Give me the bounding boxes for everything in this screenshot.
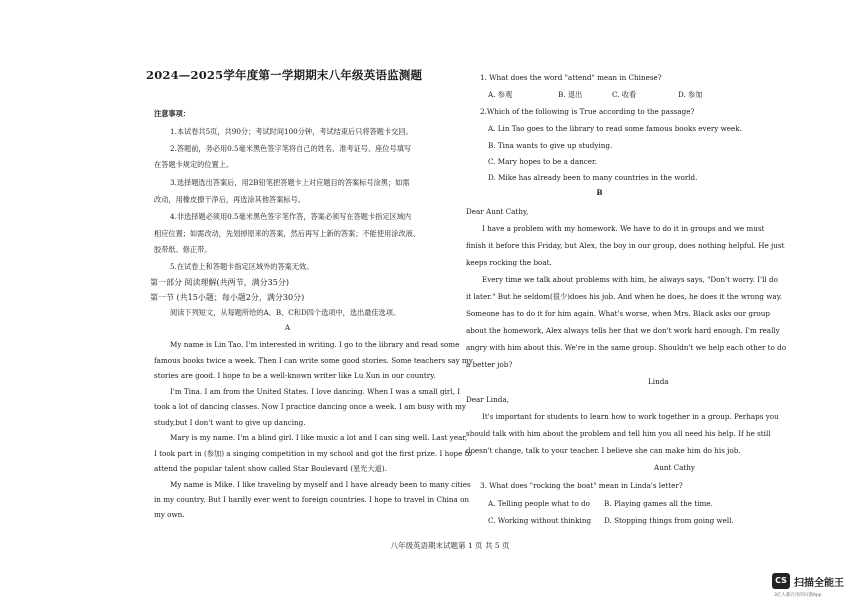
exam-title: 2024—2025学年度第一学期期末八年级英语监测题: [146, 68, 423, 82]
letter2-line: doesn't change, talk to your teacher. I believe she can make him do his job.: [466, 446, 741, 455]
passage-a-line: I took part in (参加) a singing competition in my school and got the first prize. I hope to: [154, 449, 472, 458]
letter1-line: finish it before this Friday, but Alex, the boy in our group, does nothing helpful. He just: [466, 241, 785, 250]
q3-option-a: A. Telling people what to do: [488, 499, 590, 508]
letter1-greeting: Dear Aunt Cathy,: [466, 207, 529, 216]
letter1-line: I have a problem with my homework. We have to do it in groups and we must: [482, 224, 765, 233]
notice-line: 改动，用橡皮擦干净后，再选涂其他答案标号。: [154, 195, 305, 204]
question-2: 2.Which of the following is True according to the passage?: [480, 107, 695, 116]
q1-option-b: B. 退出: [558, 90, 583, 99]
notice-line: 4.非选择题必须用0.5毫米黑色签字笔作答，答案必须写在答题卡指定区域内: [170, 212, 412, 221]
notice-line: 1.本试卷共5页，共90分；考试时间100分钟，考试结束后只将答题卡交回。: [170, 127, 413, 136]
q1-option-d: D. 参加: [678, 90, 703, 99]
scanner-app-name: 扫描全能王: [794, 578, 844, 589]
letter1-line: about the homework, Alex always tells her that we don't work hard enough. I'm really: [466, 326, 780, 335]
passage-a-line: study,but I don't want to give up dancing.: [154, 418, 306, 427]
q1-option-c: C. 收看: [612, 90, 637, 99]
letter2-signature: Aunt Cathy: [654, 463, 695, 472]
notice-heading: 注意事项：: [154, 109, 190, 118]
notice-line: 相应位置；如需改动，先划掉原来的答案，然后再写上新的答案；不能使用涂改液、: [154, 229, 420, 238]
notice-line: 3.选择题选出答案后，用2B铅笔把答题卡上对应题目的答案标号涂黑；如需: [170, 178, 410, 187]
question-3: 3. What does "rocking the boat" mean in Linda's letter?: [480, 481, 683, 490]
q3-option-d: D. Stopping things from going well.: [604, 516, 734, 525]
letter1-signature: Linda: [648, 377, 669, 386]
passage-a-line: Mary is my name. I'm a blind girl. I like music a lot and I can sing well. Last year,: [170, 433, 468, 442]
q1-option-a: A. 参观: [488, 90, 513, 99]
passage-a-line: in my country. But I hardly ever went to foreign countries. I hope to travel in China on: [154, 495, 470, 504]
question-1: 1. What does the word "attend" mean in Chinese?: [480, 73, 662, 82]
passage-a-line: I'm Tina. I am from the United States. I love dancing. When I was a small girl, I: [170, 387, 461, 396]
notice-line: 2.答题前，务必用0.5毫米黑色签字笔将自己的姓名、准考证号、座位号填写: [170, 144, 412, 153]
page-footer: 八年级英语期末试题第 1 页 共 5 页: [390, 541, 510, 550]
letter1-line: keeps rocking the boat.: [466, 258, 552, 267]
instruction: 阅读下列短文，从每题所给的A、B、C和D四个选项中，选出最佳选项。: [170, 308, 401, 317]
scanner-tagline: 3亿人都在用的扫描App: [774, 593, 822, 598]
q2-option-a: A. Lin Tao goes to the library to read some famous books every week.: [488, 124, 742, 133]
q2-option-c: C. Mary hopes to be a dancer.: [488, 157, 597, 166]
passage-a-line: famous books twice a week. Then I can write some good stories. Some teachers say my: [154, 356, 473, 365]
notice-line: 5.在试卷上和答题卡指定区域外的答案无效。: [170, 262, 314, 271]
passage-b-label: B: [596, 188, 603, 197]
scanner-watermark: [772, 573, 852, 601]
section-heading: 第一节 (共15小题；每小题2分，满分30分): [150, 293, 305, 302]
q3-option-c: C. Working without thinking: [488, 516, 592, 525]
notice-line: 胶带纸、修正带。: [154, 245, 212, 254]
q2-option-b: B. Tina wants to give up studying.: [488, 141, 613, 150]
letter1-line: it later." But he seldom(很少)does his job. And when he does, he does it the wrong way.: [466, 292, 783, 301]
letter1-line: angry with him about this. We're in the same group. Shouldn't we help each other to do: [466, 343, 787, 352]
passage-a-label: A: [284, 323, 291, 332]
passage-a-line: stories are good. I hope to be a well-known writer like Lu Xun in our country.: [154, 371, 436, 380]
letter1-line: a better job?: [466, 360, 513, 369]
scanner-logo-icon: CS: [772, 573, 790, 589]
part-heading: 第一部分 阅读理解(共两节，满分35分): [150, 278, 289, 287]
letter2-greeting: Dear Linda,: [466, 395, 509, 404]
passage-a-line: took a lot of dancing classes. Now I practice dancing once a week. I am busy with my: [154, 402, 466, 411]
letter2-line: should talk with him about the problem and tell him you all need his help. If he still: [466, 429, 771, 438]
notice-line: 在答题卡规定的位置上。: [154, 160, 234, 169]
q2-option-d: D. Mike has already been to many countries in the world.: [488, 173, 698, 182]
letter1-line: Someone has to do it for him again. What's worse, when Mrs. Black asks our group: [466, 309, 770, 318]
letter2-line: It's important for students to learn how to work together in a group. Perhaps you: [482, 412, 779, 421]
q3-option-b: B. Playing games all the time.: [604, 499, 713, 508]
passage-a-line: My name is Mike. I like traveling by myself and I have already been to many cities: [170, 480, 471, 489]
passage-a-line: my own.: [154, 510, 185, 519]
letter1-line: Every time we talk about problems with him, he always says, "Don't worry. I'll do: [482, 275, 778, 284]
passage-a-line: attend the popular talent show called Star Boulevard (星光大道).: [154, 464, 387, 473]
passage-a-line: My name is Lin Tao. I'm interested in writing. I go to the library and read some: [170, 340, 460, 349]
